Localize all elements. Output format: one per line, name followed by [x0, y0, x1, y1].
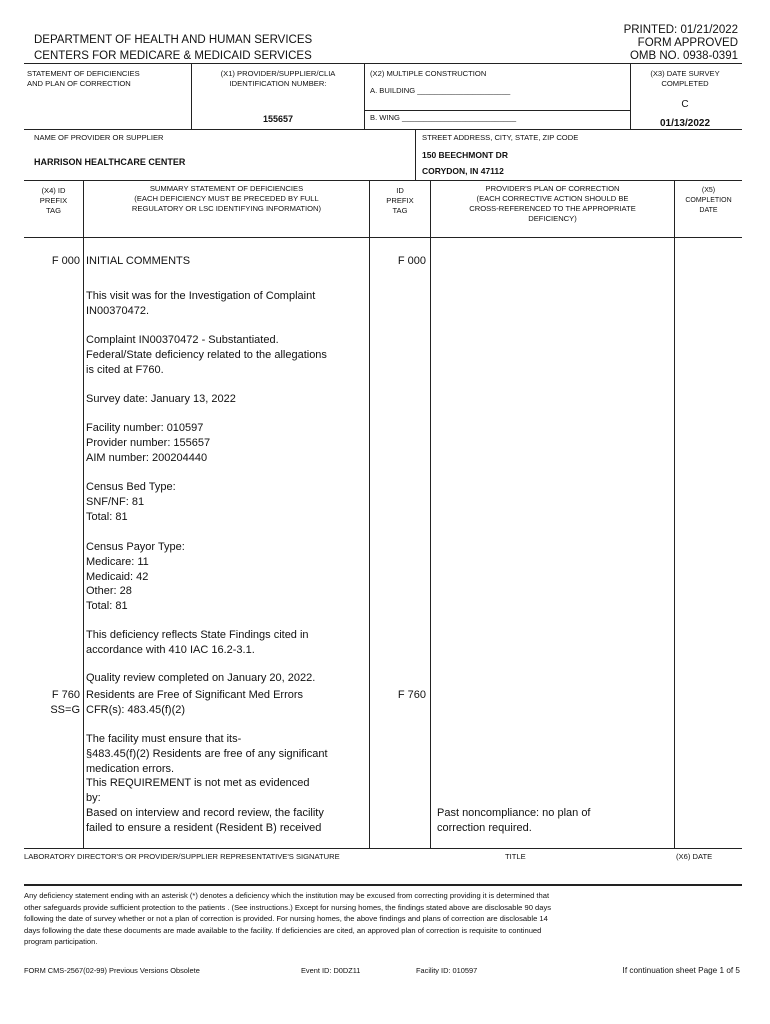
x5-header: (X5) COMPLETION DATE [685, 187, 732, 214]
date-label: (X6) DATE [676, 852, 713, 861]
x4-header: (X4) ID PREFIX TAG [39, 186, 68, 215]
survey-date-paragraph: Survey date: January 13, 2022 [86, 393, 236, 405]
statement-label: STATEMENT OF DEFICIENCIES AND PLAN OF CORRECTION [27, 69, 140, 88]
signature-bottom-border [24, 884, 742, 886]
form-approved: FORM APPROVED [637, 37, 738, 49]
department-line: DEPARTMENT OF HEALTH AND HUMAN SERVICES [34, 34, 313, 46]
signature-label: LABORATORY DIRECTOR'S OR PROVIDER/SUPPLIER REPRESENTATIVE'S SIGNATURE [24, 852, 340, 861]
facility-numbers-paragraph: Facility number: 010597 Provider number: 155657 AIM number: 200204440 [86, 422, 211, 464]
col-divider-4 [674, 180, 675, 848]
id-tag-f760: F 760 [397, 689, 426, 701]
summary-header: SUMMARY STATEMENT OF DEFICIENCIES (EACH DEFICIENCY MUST BE PRECEDED BY FULL REGULATORY OR LSC IDENTIFYING INFORMATION) [131, 184, 322, 213]
top-border [24, 63, 742, 64]
census-payor-paragraph: Census Payor Type: Medicare: 11 Medicaid: 42 Other: 28 Total: 81 [86, 541, 185, 613]
facility-id: Facility ID: 010597 [416, 966, 478, 975]
disclosure-notice: Any deficiency statement ending with an asterisk (*) denotes a deficiency which the institution may be excused from correcting providing it is determined that other safeguards provide sufficient protection to the patients . (See instructions.) Except for nursing homes, the findings stated above are disclosable 90 days following the date of survey whether or not a plan of correction is provided. For nursing homes, the above findings and plans of correction are disclosable 14 days following the date these documents are made available to the facility. If deficiencies are cited, an approved plan of correction is requisite to continued program participation. [24, 891, 552, 947]
requirement-paragraph: The facility must ensure that its- §483.45(f)(2) Residents are free of any significant medication errors. This REQUIREMENT is not met as evidenced by: Based on interview and record review, the facility failed to ensure a resident (Resident B) received [86, 733, 328, 834]
col-divider-3 [430, 180, 431, 848]
provider-name: HARRISON HEALTHCARE CENTER [34, 157, 186, 167]
tag-f000: F 000 [51, 255, 80, 267]
top-box-bottom [24, 129, 742, 130]
complaint-paragraph: Complaint IN00370472 - Substantiated. Federal/State deficiency related to the allegations is cited at F760. [86, 334, 327, 376]
id-header: ID PREFIX TAG [386, 186, 414, 215]
provider-name-label: NAME OF PROVIDER OR SUPPLIER [34, 133, 164, 142]
x2-label: (X2) MULTIPLE CONSTRUCTION [370, 69, 487, 78]
f760-title: Residents are Free of Significant Med Errors [86, 689, 304, 701]
title-label: TITLE [505, 852, 526, 861]
initial-comments-heading: INITIAL COMMENTS [86, 255, 191, 267]
form-number: FORM CMS-2567(02-99) Previous Versions Obsolete [24, 966, 200, 975]
signature-top-border [24, 848, 742, 849]
x3-value: 01/13/2022 [659, 118, 711, 129]
agency-line: CENTERS FOR MEDICARE & MEDICAID SERVICES [34, 50, 312, 62]
divider-x2 [364, 63, 365, 129]
event-id: Event ID: D0DZ11 [301, 966, 361, 975]
x3-letter: C [681, 99, 689, 110]
city-state-zip: CORYDON, IN 47112 [422, 166, 504, 176]
printed-date: PRINTED: 01/21/2022 [623, 24, 738, 36]
tag-f760-scope: SS=G [50, 704, 80, 716]
tag-f760: F 760 [51, 689, 80, 701]
plan-header: PROVIDER'S PLAN OF CORRECTION (EACH CORRECTIVE ACTION SHOULD BE CROSS-REFERENCED TO THE APPROPRIATE DEFICIENCY) [469, 184, 636, 223]
column-header-bottom [24, 237, 742, 238]
provider-box-bottom [24, 180, 742, 181]
census-bed-paragraph: Census Bed Type: SNF/NF: 81 Total: 81 [86, 481, 176, 523]
plan-of-correction-text: Past noncompliance: no plan of correction required. [437, 807, 591, 834]
x1-label: (X1) PROVIDER/SUPPLIER/CLIA IDENTIFICATION NUMBER: [220, 69, 336, 88]
wing-field: B. WING ___________________________ [370, 113, 517, 122]
x3-label: (X3) DATE SURVEY COMPLETED [650, 69, 720, 88]
quality-review-paragraph: Quality review completed on January 20, 2022. [86, 672, 316, 684]
building-field: A. BUILDING ______________________ [370, 86, 511, 95]
address-label: STREET ADDRESS, CITY, STATE, ZIP CODE [422, 133, 579, 142]
omb-number: OMB NO. 0938-0391 [629, 50, 738, 62]
x1-value: 155657 [262, 114, 294, 124]
id-tag-f000: F 000 [397, 255, 426, 267]
state-findings-paragraph: This deficiency reflects State Findings cited in accordance with 410 IAC 16.2-3.1. [86, 629, 309, 656]
col-divider-1 [83, 180, 84, 848]
provider-divider [415, 129, 416, 180]
f760-cfr: CFR(s): 483.45(f)(2) [86, 704, 186, 716]
street-address: 150 BEECHMONT DR [422, 150, 508, 160]
building-divider [364, 110, 630, 111]
col-divider-2 [369, 180, 370, 848]
investigation-paragraph: This visit was for the Investigation of Complaint IN00370472. [86, 290, 316, 317]
page-indicator: If continuation sheet Page 1 of 5 [622, 966, 740, 975]
